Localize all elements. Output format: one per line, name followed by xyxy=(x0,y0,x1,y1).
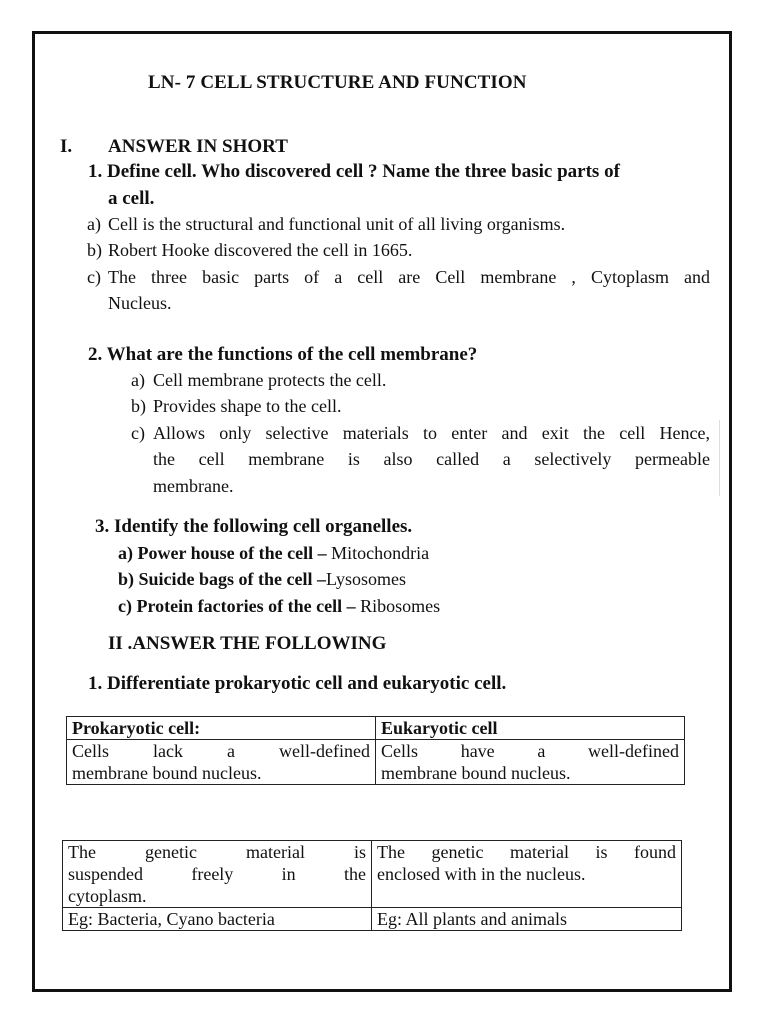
cell-line: enclosed with in the nucleus. xyxy=(377,864,586,884)
comparison-table-2 xyxy=(62,840,682,931)
q2-answer-a-marker: a) xyxy=(131,370,145,390)
q3-item-c xyxy=(118,596,440,617)
section-1-numeral: I. xyxy=(60,136,73,157)
prokaryotic-nucleus-cell xyxy=(67,740,376,785)
q3-item-b-question: Suicide bags of the cell – xyxy=(138,569,327,589)
q1-answer-a: Cell is the structural and functional unit of all living organisms. xyxy=(108,214,566,234)
eukaryotic-nucleus-cell xyxy=(376,740,685,785)
q3-item-a xyxy=(118,543,429,564)
table-row xyxy=(67,740,685,785)
q3-item-c-marker: c) xyxy=(118,596,132,616)
q3-item-c-question: Protein factories of the cell – xyxy=(136,596,356,616)
table-row xyxy=(63,841,682,908)
q3-item-b-answer: Lysosomes xyxy=(326,569,407,589)
header-eukaryotic: Eukaryotic cell xyxy=(376,717,685,740)
cell-line: Cells have a well-defined xyxy=(381,741,679,761)
comparison-table-1 xyxy=(66,716,685,785)
cell-line: The genetic material is xyxy=(68,842,366,862)
cell-line: The genetic material is found xyxy=(377,842,676,862)
question-2: 2. What are the functions of the cell membrane? xyxy=(88,344,478,365)
q2-answer-b-marker: b) xyxy=(131,396,146,416)
prokaryotic-genetic-cell xyxy=(63,841,372,908)
q2-answer-c-marker: c) xyxy=(131,423,145,443)
q3-item-c-answer: Ribosomes xyxy=(355,596,441,616)
page-title: LN- 7 CELL STRUCTURE AND FUNCTION xyxy=(148,72,527,93)
eukaryotic-example-cell: Eg: All plants and animals xyxy=(372,908,682,931)
q1-answer-c-line-1: The three basic parts of a cell are Cell membrane , Cytoplasm and xyxy=(108,267,710,287)
cell-line: cytoplasm. xyxy=(68,886,147,906)
q1-answer-c-line-2: Nucleus. xyxy=(108,293,172,313)
eukaryotic-genetic-cell xyxy=(372,841,682,908)
q2-answer-b: Provides shape to the cell. xyxy=(153,396,342,416)
section-1-heading: ANSWER IN SHORT xyxy=(108,136,288,157)
question-1-line-2: a cell. xyxy=(108,188,155,209)
table-row xyxy=(63,908,682,931)
scan-artifact-line xyxy=(719,420,720,496)
q2-answer-c-line-1: Allows only selective materials to enter and exit the cell Hence, xyxy=(153,423,710,443)
q3-item-a-question: Power house of the cell – xyxy=(137,543,327,563)
cell-line: membrane bound nucleus. xyxy=(381,763,571,783)
cell-line: membrane bound nucleus. xyxy=(72,763,262,783)
q3-item-a-answer: Mitochondria xyxy=(326,543,430,563)
q3-item-a-marker: a) xyxy=(118,543,133,563)
q3-item-b xyxy=(118,569,406,590)
q1-answer-a-marker: a) xyxy=(87,214,101,234)
q1-answer-c-marker: c) xyxy=(87,267,101,287)
section-2-question-1: 1. Differentiate prokaryotic cell and eukaryotic cell. xyxy=(88,673,507,694)
q1-answer-b: Robert Hooke discovered the cell in 1665. xyxy=(108,240,413,260)
section-2-heading: II .ANSWER THE FOLLOWING xyxy=(108,633,387,654)
question-3: 3. Identify the following cell organelles. xyxy=(95,516,413,537)
q2-answer-a: Cell membrane protects the cell. xyxy=(153,370,387,390)
table-header-row xyxy=(67,717,685,740)
q2-answer-c-line-3: membrane. xyxy=(153,476,234,496)
header-prokaryotic: Prokaryotic cell: xyxy=(67,717,376,740)
q2-answer-c-line-2: the cell membrane is also called a selectively permeable xyxy=(153,449,710,469)
q3-item-b-marker: b) xyxy=(118,569,135,589)
question-1-line-1: 1. Define cell. Who discovered cell ? Name the three basic parts of xyxy=(88,161,620,182)
prokaryotic-example-cell: Eg: Bacteria, Cyano bacteria xyxy=(63,908,372,931)
cell-line: suspended freely in the xyxy=(68,864,366,884)
q1-answer-b-marker: b) xyxy=(87,240,102,260)
cell-line: Cells lack a well-defined xyxy=(72,741,370,761)
